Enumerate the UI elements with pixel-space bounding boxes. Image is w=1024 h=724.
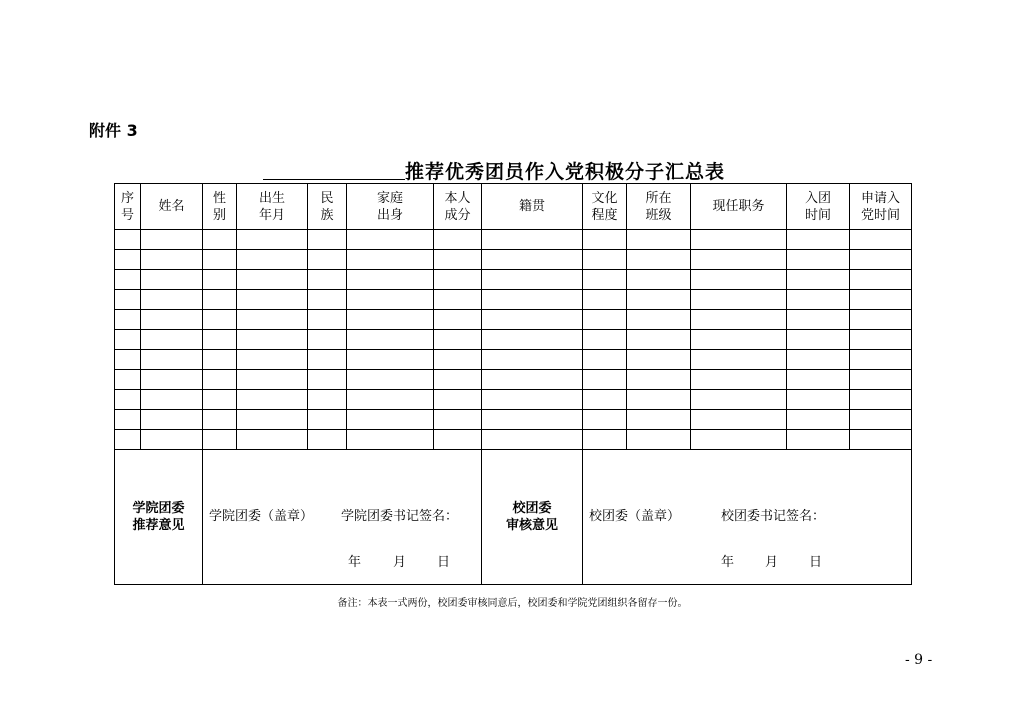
school-opinion-label-line1: 校团委 [512, 501, 552, 516]
column-header [482, 184, 583, 230]
table-row [115, 370, 912, 390]
college-opinion-label-line1: 学院团委 [132, 501, 185, 516]
table-cell[interactable] [627, 230, 691, 250]
table-cell[interactable] [691, 270, 787, 290]
table-cell[interactable] [583, 390, 627, 410]
table-cell[interactable] [115, 310, 141, 330]
table-cell[interactable] [347, 350, 434, 370]
table-row [115, 410, 912, 430]
table-cell[interactable] [141, 370, 203, 390]
table-cell[interactable] [115, 270, 141, 290]
table-cell[interactable] [434, 230, 482, 250]
column-header-line1: 现任职务 [712, 199, 765, 214]
table-cell[interactable] [691, 390, 787, 410]
table-cell[interactable] [203, 430, 237, 450]
table-cell[interactable] [482, 350, 583, 370]
table-cell[interactable] [850, 290, 912, 310]
table-cell[interactable] [583, 310, 627, 330]
table-cell[interactable] [237, 330, 308, 350]
column-header-line1: 家庭 [376, 190, 403, 206]
table-cell[interactable] [308, 330, 347, 350]
table-cell[interactable] [627, 250, 691, 270]
table-cell[interactable] [627, 290, 691, 310]
college-opinion-area[interactable] [203, 450, 482, 585]
table-cell[interactable] [237, 390, 308, 410]
table-cell[interactable] [347, 310, 434, 330]
table-cell[interactable] [850, 410, 912, 430]
table-row [115, 230, 912, 250]
table-row [115, 250, 912, 270]
table-cell[interactable] [787, 310, 850, 330]
table-cell[interactable] [141, 230, 203, 250]
table-cell[interactable] [434, 290, 482, 310]
column-header [691, 184, 787, 230]
table-cell[interactable] [308, 270, 347, 290]
table-cell[interactable] [237, 430, 308, 450]
table-cell[interactable] [627, 370, 691, 390]
table-row [115, 270, 912, 290]
column-header [434, 184, 482, 230]
table-cell[interactable] [691, 430, 787, 450]
table-cell[interactable] [787, 370, 850, 390]
table-cell[interactable] [347, 370, 434, 390]
table-cell[interactable] [434, 350, 482, 370]
table-cell[interactable] [203, 330, 237, 350]
table-cell[interactable] [237, 310, 308, 330]
header-row [115, 184, 912, 230]
table-cell[interactable] [850, 270, 912, 290]
table-cell[interactable] [787, 330, 850, 350]
table-cell[interactable] [308, 350, 347, 370]
table-cell[interactable] [115, 330, 141, 350]
table-cell[interactable] [237, 270, 308, 290]
table-cell[interactable] [583, 270, 627, 290]
table-cell[interactable] [434, 370, 482, 390]
table-cell[interactable] [583, 430, 627, 450]
page-title: 推荐优秀团员作入党积极分子汇总表 [405, 161, 726, 183]
table-cell[interactable] [691, 250, 787, 270]
column-header [237, 184, 308, 230]
table-cell[interactable] [627, 330, 691, 350]
table-cell[interactable] [203, 350, 237, 370]
table-row [115, 430, 912, 450]
college-opinion-label-line2: 推荐意见 [132, 518, 185, 533]
table-cell[interactable] [308, 390, 347, 410]
table-cell[interactable] [347, 390, 434, 410]
table-cell[interactable] [850, 430, 912, 450]
column-header-line2: 年月 [258, 207, 285, 223]
table-cell[interactable] [850, 310, 912, 330]
table-cell[interactable] [115, 430, 141, 450]
table-cell[interactable] [237, 290, 308, 310]
column-header-line2: 党时间 [860, 207, 900, 223]
college-date-month: 月 [393, 555, 407, 570]
table-cell[interactable] [583, 330, 627, 350]
table-cell[interactable] [787, 250, 850, 270]
column-header-line2: 族 [320, 207, 334, 223]
table-cell[interactable] [482, 230, 583, 250]
title-block [263, 152, 783, 184]
table-cell[interactable] [850, 230, 912, 250]
table-cell[interactable] [203, 230, 237, 250]
table-cell[interactable] [482, 330, 583, 350]
table-cell[interactable] [482, 250, 583, 270]
table-cell[interactable] [691, 230, 787, 250]
college-stamp-text: 学院团委（盖章） [209, 509, 314, 524]
table-cell[interactable] [347, 230, 434, 250]
table-cell[interactable] [691, 370, 787, 390]
table-cell[interactable] [627, 350, 691, 370]
table-cell[interactable] [141, 410, 203, 430]
table-cell[interactable] [308, 410, 347, 430]
table-row [115, 290, 912, 310]
signature-row [115, 450, 912, 585]
school-date-month: 月 [765, 555, 779, 570]
table-cell[interactable] [237, 370, 308, 390]
table-cell[interactable] [434, 310, 482, 330]
table-cell[interactable] [850, 330, 912, 350]
table-cell[interactable] [434, 330, 482, 350]
table-cell[interactable] [691, 410, 787, 430]
table-cell[interactable] [115, 350, 141, 370]
column-header-line1: 籍贯 [518, 199, 545, 214]
table-cell[interactable] [141, 350, 203, 370]
table-cell[interactable] [627, 410, 691, 430]
school-signature-text: 校团委书记签名： [721, 509, 826, 524]
school-stamp-text: 校团委（盖章） [589, 509, 681, 524]
college-opinion-label [115, 450, 203, 585]
table-row [115, 350, 912, 370]
table-cell[interactable] [787, 390, 850, 410]
table-cell[interactable] [308, 310, 347, 330]
table-cell[interactable] [691, 310, 787, 330]
table-cell[interactable] [115, 250, 141, 270]
table-cell[interactable] [691, 290, 787, 310]
school-opinion-area[interactable] [583, 450, 912, 585]
column-header [115, 184, 141, 230]
table-cell[interactable] [203, 410, 237, 430]
column-header-line2: 别 [212, 207, 226, 223]
table-cell[interactable] [141, 310, 203, 330]
table-cell[interactable] [482, 270, 583, 290]
page-number: - 9 - [905, 652, 933, 668]
table-cell[interactable] [627, 430, 691, 450]
table-cell[interactable] [787, 270, 850, 290]
table-cell[interactable] [627, 390, 691, 410]
column-header-line1: 出生 [258, 190, 285, 206]
column-header-line1: 性 [212, 190, 226, 206]
column-header-line1: 申请入 [860, 190, 900, 206]
table-cell[interactable] [347, 430, 434, 450]
table-cell[interactable] [237, 410, 308, 430]
table-cell[interactable] [482, 390, 583, 410]
column-header [141, 184, 203, 230]
table-row [115, 330, 912, 350]
college-date-year: 年 [348, 555, 362, 570]
table-row [115, 310, 912, 330]
table-cell[interactable] [115, 230, 141, 250]
table-cell[interactable] [203, 310, 237, 330]
column-header-line2: 班级 [645, 207, 672, 223]
table-cell[interactable] [482, 410, 583, 430]
column-header-line2: 时间 [804, 207, 831, 223]
table-cell[interactable] [115, 410, 141, 430]
table-cell[interactable] [115, 290, 141, 310]
table-cell[interactable] [237, 250, 308, 270]
table-cell[interactable] [237, 350, 308, 370]
table-cell[interactable] [141, 330, 203, 350]
table-cell[interactable] [434, 270, 482, 290]
title-blank-line [263, 179, 405, 180]
attachment-label: 附件 3 [89, 121, 138, 140]
column-header-line1: 姓名 [158, 199, 185, 214]
table-cell[interactable] [308, 370, 347, 390]
table-cell[interactable] [583, 290, 627, 310]
column-header-line2: 成分 [444, 207, 471, 223]
table-cell[interactable] [583, 370, 627, 390]
table-cell[interactable] [347, 410, 434, 430]
table-cell[interactable] [308, 230, 347, 250]
college-signature-text: 学院团委书记签名： [341, 509, 459, 524]
table-cell[interactable] [203, 290, 237, 310]
table-cell[interactable] [141, 390, 203, 410]
table-cell[interactable] [482, 290, 583, 310]
column-header-line2: 出身 [376, 207, 403, 223]
table-cell[interactable] [141, 270, 203, 290]
table-cell[interactable] [627, 270, 691, 290]
table-cell[interactable] [787, 350, 850, 370]
summary-table [114, 183, 912, 585]
table-cell[interactable] [434, 430, 482, 450]
table-cell[interactable] [691, 350, 787, 370]
table-cell[interactable] [434, 390, 482, 410]
table-cell[interactable] [141, 290, 203, 310]
column-header [627, 184, 691, 230]
column-header [850, 184, 912, 230]
table-cell[interactable] [434, 410, 482, 430]
college-date-day: 日 [437, 555, 451, 570]
table-cell[interactable] [583, 230, 627, 250]
school-opinion-label-line2: 审核意见 [505, 518, 558, 533]
table-cell[interactable] [434, 250, 482, 270]
column-header [347, 184, 434, 230]
table-cell[interactable] [482, 430, 583, 450]
table-cell[interactable] [347, 290, 434, 310]
table-cell[interactable] [583, 410, 627, 430]
table-cell[interactable] [850, 390, 912, 410]
column-header-line1: 入团 [804, 190, 831, 206]
table-cell[interactable] [627, 310, 691, 330]
table-cell[interactable] [308, 250, 347, 270]
column-header [203, 184, 237, 230]
table-cell[interactable] [347, 270, 434, 290]
school-date-year: 年 [721, 555, 735, 570]
table-cell[interactable] [850, 350, 912, 370]
table-cell[interactable] [850, 370, 912, 390]
column-header-line2: 号 [120, 207, 134, 223]
table-cell[interactable] [482, 310, 583, 330]
table-cell[interactable] [787, 430, 850, 450]
table-cell[interactable] [347, 250, 434, 270]
table-cell[interactable] [115, 390, 141, 410]
column-header-line1: 文化 [591, 190, 618, 206]
table-cell[interactable] [691, 330, 787, 350]
table-cell[interactable] [203, 390, 237, 410]
column-header-line2: 程度 [591, 207, 618, 223]
table-cell[interactable] [141, 250, 203, 270]
table-cell[interactable] [203, 250, 237, 270]
column-header-line1: 序 [120, 190, 134, 206]
table-cell[interactable] [347, 330, 434, 350]
table-cell[interactable] [141, 430, 203, 450]
table-cell[interactable] [583, 350, 627, 370]
table-cell[interactable] [203, 270, 237, 290]
column-header [787, 184, 850, 230]
table-cell[interactable] [787, 410, 850, 430]
table-cell[interactable] [237, 230, 308, 250]
table-cell[interactable] [308, 430, 347, 450]
table-cell[interactable] [583, 250, 627, 270]
school-date-day: 日 [809, 555, 823, 570]
table-cell[interactable] [308, 290, 347, 310]
table-row [115, 390, 912, 410]
table-cell[interactable] [482, 370, 583, 390]
table-cell[interactable] [787, 230, 850, 250]
table-cell[interactable] [203, 370, 237, 390]
table-cell[interactable] [850, 250, 912, 270]
column-header-line1: 所在 [645, 190, 672, 206]
table-cell[interactable] [115, 370, 141, 390]
school-opinion-label [482, 450, 583, 585]
footnote: 备注：本表一式两份，校团委审核同意后，校团委和学院党团组织各留存一份。 [337, 598, 688, 609]
column-header [308, 184, 347, 230]
column-header-line1: 民 [320, 190, 334, 206]
column-header [583, 184, 627, 230]
column-header-line1: 本人 [444, 190, 471, 206]
table-cell[interactable] [787, 290, 850, 310]
